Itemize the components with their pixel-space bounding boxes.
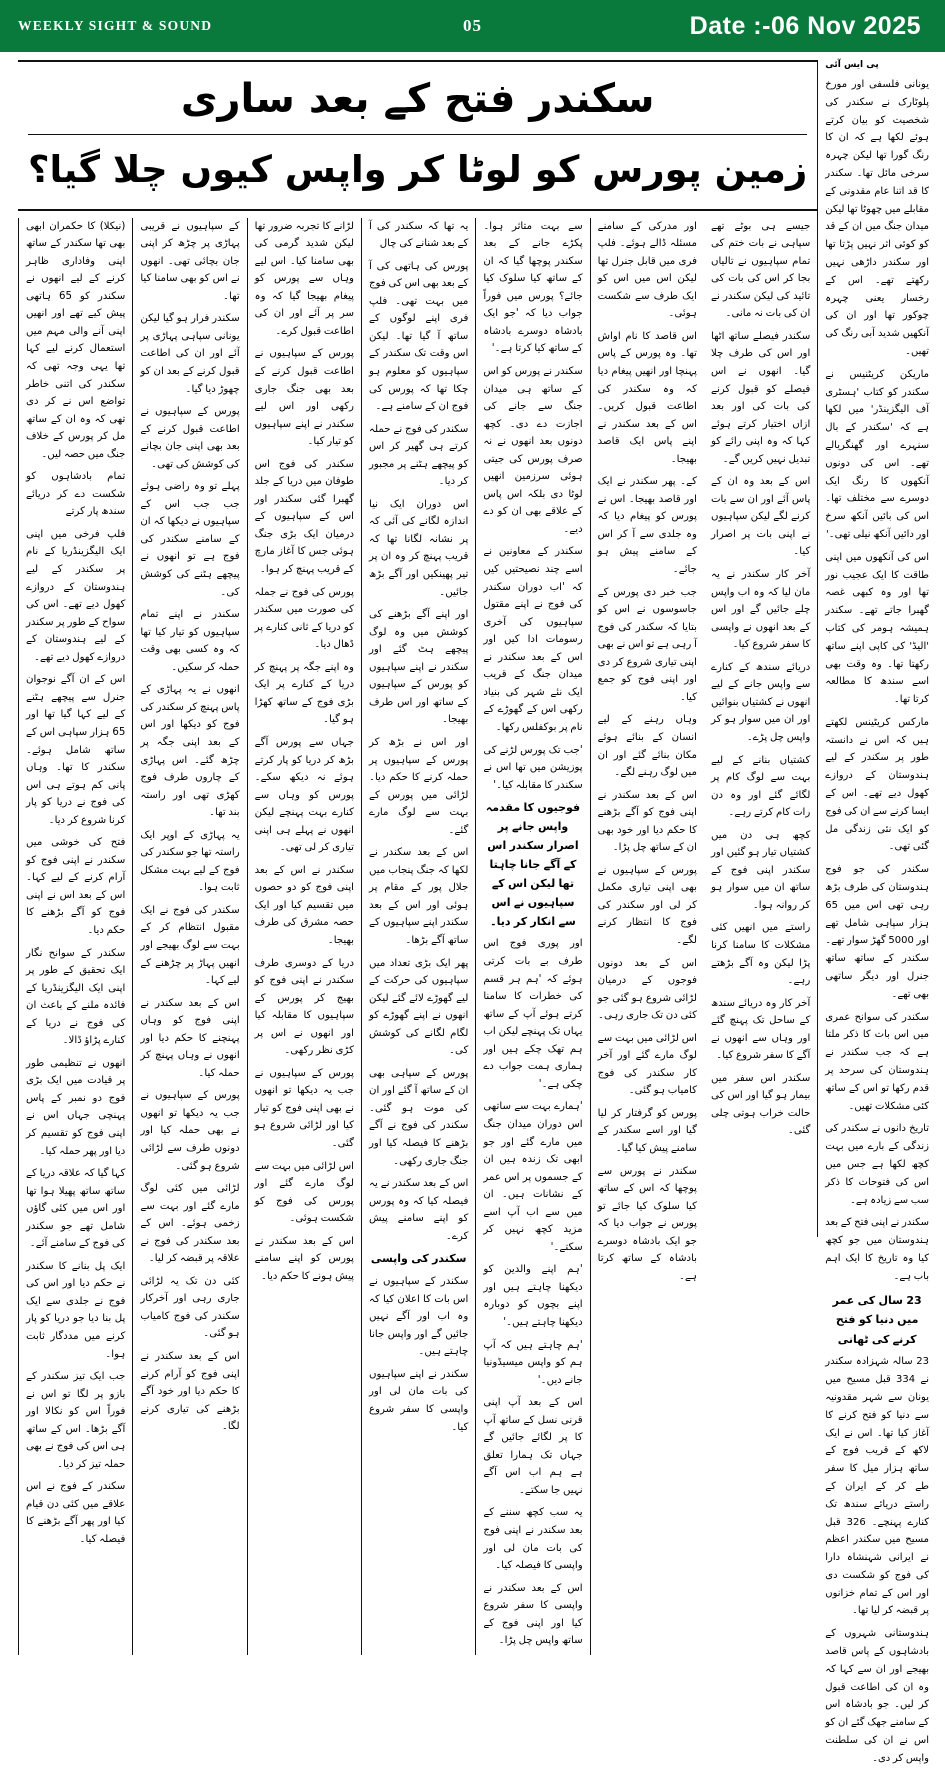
paragraph: یہ تھا کہ سکندر کی آ کے بعد شنانے کی چال: [368, 220, 469, 250]
paragraph: 'ہم اپنے والدین کو دیکھنا چاہتے ہیں اور اپنے بچوں کو دوبارہ دیکھنا چاہتے ہیں۔': [483, 1264, 583, 1328]
paragraph: اس کے بعد سکندر نے اپنی فوج کو آگے بڑھنے کا حکم دیا اور خود بھی ان کے ساتھ چل پڑا۔: [597, 789, 697, 854]
paragraph: پورس کی ہاتھی کی آ کے بعد بھی اس کی فوج میں بہت تھی۔ فلپ فری اپنے لوگوں کے ساتھ آ گیا تھا۔ لیکن اس وقت تک سکندر کے سپاہیوں کو معلوم ہو چکا تھا کہ پورس کی فوج ان کے سامنے ہے۔: [368, 260, 469, 413]
paragraph: سکندر نے اپنے تمام سپاہیوں کو تیار کیا تھا کہ وہ کسی بھی وقت حملہ کر سکیں۔: [140, 609, 240, 673]
paragraph: انھوں نے یہ پہاڑی کے پاس پہنچ کر سکندر کی فوج کو دیکھا اور اس کے بعد اپنی جگہ پر چڑھ گئے۔ اس پہاڑی کے چاروں طرف فوج کھڑی تھی اور راستہ بند تھا۔: [140, 684, 240, 819]
paragraph: پورس کے سپاہیوں نے اطاعت قبول کرنے کے بعد بھی اپنی جان بچانے کی کوشش کی تھی۔: [140, 406, 240, 470]
paragraph: راستے میں انھیں کئی مشکلات کا سامنا کرنا پڑا لیکن وہ آگے بڑھتے رہے۔: [710, 922, 811, 987]
article-column-1: [18, 218, 132, 1655]
paragraph: یونانی فلسفی اور مورخ پلوٹارک نے سکندر کی شخصیت کو بیان کرتے ہوئے لکھا ہے کہ ان کا رنگ گورا تھا لیکن چہرہ سرخی مائل تھا۔ سکندر کا قد اتنا عام مقدونی کے مقابلے میں چھوٹا تھا لیکن میدان جنگ میں ان کے قد کو کوئی اثر نہیں پڑتا تھا اور سکندر داڑھی نہیں رکھتے تھے۔ اس کے رخسار یعنی چہرہ چوکور تھا اور ان کی آنکھیں شدید آبی رنگ کی تھیں۔: [825, 79, 929, 357]
paragraph: سکندر نے اپنے سپاہیوں کی بات مان لی اور واپسی کا سفر شروع کیا۔: [368, 1368, 469, 1433]
headline-line-1: سکندر فتح کے بعد ساری: [180, 76, 655, 122]
article-column-6: [590, 218, 704, 1655]
paragraph: تمام بادشاہوں کو شکست دے کر دریائے سندھ پار کرتے: [26, 471, 126, 518]
paragraph: (نیکلا) کا حکمران ابھی بھی تھا سکندر کے ساتھ اپنی وفاداری ظاہر کرنے کے لیے انھوں نے سکندر کو 65 ہاتھی پیش کیے تھے اور انھیں اپنی آنے والی مہم میں استعمال کرنے لیے کہا تھا یہی وجہ تھی کہ سکندر کی اتنی خاطر تواضع اس نے کر دی تھی کہ وہ ان کے ساتھ مل کر پورس کے خلاف جنگ میں حصہ لیں۔: [26, 220, 126, 460]
paragraph: یہ سب کچھ سننے کے بعد سکندر نے اپنی فوج کی بات مان لی اور واپسی کا فیصلہ کیا۔: [483, 1507, 583, 1572]
paragraph: فتح کی خوشی میں سکندر نے اپنی فوج کو آرام کرنے کے لیے کہا۔ اس کے بعد اس نے اپنی فوج کو آگے بڑھنے کا حکم دیا۔: [26, 837, 126, 936]
issue-date: Date :-06 Nov 2025: [689, 11, 921, 40]
paragraph: 'ہم چاہتے ہیں کہ آپ ہم کو واپس میسیڈونیا جانے دیں۔': [483, 1339, 583, 1386]
paragraph: اس کے بعد سکندر نے پورس کو اپنے سامنے پیش ہونے کا حکم دیا۔: [254, 1235, 354, 1282]
headline-divider: [28, 134, 807, 135]
paragraph: سکندر نے اپنی فتح کے بعد ہندوستان میں جو کچھ کیا وہ تاریخ کا ایک اہم باب ہے۔: [825, 1217, 929, 1282]
article-columns: [18, 218, 817, 1655]
paragraph: کچھ ہی دن میں کشتیاں تیار ہو گئیں اور سکندر اپنی فوج کے ساتھ ان میں سوار ہو کر روانہ ہوا۔: [710, 829, 811, 911]
main-article-area: [14, 60, 817, 1647]
paragraph: اور اپنے آگے بڑھنے کی کوشش میں وہ لوگ پیچھے ہٹ گئے اور سکندر نے اپنے سپاہیوں کو پورس کے سپاہیوں کے ساتھ اور اس طرف بھیجا۔: [368, 609, 469, 726]
paragraph: کہا گیا کہ علاقہ دریا کے ساتھ ساتھ پھیلا ہوا تھا اور اس میں کئی گاؤں شامل تھے جو سکندر کی فوج کے سامنے آئے۔: [26, 1168, 126, 1250]
paragraph: سکندر اس سفر میں بیمار ہو گیا اور اس کی حالت خراب ہوتی چلی گئی۔: [710, 1072, 811, 1137]
paragraph: پورس کے سپاہیوں نے جب یہ دیکھا تو انھوں نے بھی حملہ کیا اور دونوں طرف سے لڑائی شروع ہو گئی۔: [140, 1090, 240, 1172]
paragraph: کے سپاہیوں نے قریبی پہاڑی پر چڑھ کر اپنی جان بچائی تھی۔ انھوں نے اس کو بھی سامنا کیا تھا۔: [140, 220, 240, 302]
article-column-4: [361, 218, 475, 1655]
newspaper-page: [0, 52, 945, 1764]
paragraph: اس لڑائی میں بہت سے لوگ مارے گئے اور آخر کار سکندر کی فوج کامیاب ہو گئی۔: [597, 1032, 697, 1097]
headline-block: [18, 60, 817, 211]
paragraph: اس کے بعد سکندر نے اپنی فوج کو آرام کرنے کا حکم دیا اور خود آگے بڑھنے کی تیاری کرنے لگا۔: [140, 1351, 240, 1433]
paragraph: 'جب تک پورس لڑنے کی پوزیشن میں تھا اس نے سکندر کا مقابلہ کیا۔': [483, 744, 583, 791]
paragraph: پورس کے سپاہیوں نے اطاعت قبول کرنے کے بعد بھی جنگ جاری رکھی اور اس لیے سکندر نے اپنے سپاہیوں کو تیار کیا۔: [254, 348, 354, 448]
paragraph: سکندر کی فوج نے ایک مقبول انتظام کر کے بہت سے لوگ بھیجے اور انھیں پہاڑ پر چڑھنے کے لیے کہا۔: [140, 904, 240, 987]
paragraph: انھوں نے تنظیمی طور پر قیادت میں ایک بڑی فوج دو نمبر کے پاس پہنچی جہاں اس نے اپنی فوج کو تقسیم کر دیا اور پھر حملہ کیا۔: [26, 1057, 126, 1157]
paragraph: وہ اپنے جگہ پر پہنچ کر دریا کے کنارے پر ایک بڑی فوج کے ساتھ کھڑا ہو گیا۔: [254, 661, 354, 726]
paragraph: پورس کو گرفتار کر لیا گیا اور اسے سکندر کے سامنے پیش کیا گیا۔: [597, 1107, 697, 1154]
sidebar-column: [817, 60, 931, 1764]
paragraph: وہاں رہنے کے لیے انسان کے بنائے ہوئے مکان بنائے گئے اور ان میں لوگ رہنے لگے۔: [597, 714, 697, 779]
paragraph: 23 سالہ شہزادہ سکندر نے 334 قبل مسیح میں یونان سے شہر مقدونیہ سے دنیا کو فتح کرنے کا آغاز کیا تھا۔ اس نے ایک لاکھ کے قریب فوج کے ساتھ ہزار میل کا سفر طے کر کے ایران کے راستے دریائے سندھ تک کنارے پہنچے۔ 326 قبل مسیح میں سکندر اعظم نے ایرانی شہنشاہ دارا کی فوج کو شکست دی اور اس کے تمام خزانوں پر قبضہ کر لیا تھا۔: [825, 1356, 929, 1617]
subheading: فوجیوں کا مقدمہ واپس جانے پر اصرار سکندر اس کے آگے جانا چاہتا تھا لیکن اس کے سپاہیوں نے اس سے انکار کر دیا۔: [485, 801, 581, 928]
paragraph: سکندر نے اس کے بعد اپنی فوج کو دو حصوں میں تقسیم کیا اور ایک حصہ مشرق کی طرف بھیجا۔: [254, 864, 354, 946]
paragraph: اور پوری فوج اس طرف بے بات کرتی ہوئے کہ 'ہم ہر قسم کی خطرات کا سامنا کرتے ہوئے آپ کے ساتھ یہاں تک پہنچے لیکن اب ہم تھک چکے ہیں اور ہماری ہمت جواب دے چکی ہے۔': [483, 938, 583, 1090]
article-column-7: [704, 218, 817, 1655]
paragraph: سکندر کی فوج اس طوفان میں دریا کے جلد گھبرا گئی سکندر اور اس کے سپاہیوں کے درمیان ایک بڑی جنگ ہوئی جس کا آغاز مارچ کے قریب پہنچ کر ہوا۔: [254, 458, 354, 576]
paragraph: اس لڑائی میں بہت سے لوگ مارے گئے اور پورس کی فوج کو شکست ہوئی۔: [254, 1160, 354, 1225]
paragraph: آخر کار وہ دریائے سندھ کے ساحل تک پہنچ گئے اور وہاں سے انھوں نے آگے کا سفر شروع کیا۔: [710, 997, 811, 1062]
paragraph: سکندر کے سپاہیوں نے اس بات کا اعلان کیا کہ وہ اب اور آگے نہیں جائیں گے اور واپس جانا چاہتے ہیں۔: [368, 1276, 469, 1358]
paragraph: اس دوران ایک نیا اندازہ لگانے کی آئی کہ پر نشانہ لگانا تھا کہ قریب پہنچ کر وہ ان پر تیر پھینکیں اور آگے بڑھ جائیں۔: [368, 498, 469, 598]
paragraph: مارکس کریٹینس لکھتے ہیں کہ اس نے دانستہ طور پر سکندر کے لیے ہندوستان کے دروازے کھول دیے تھے۔ اس کے ایسا کرنے سے ان کی فوج کو ایک نئی زندگی مل گئی تھی۔: [825, 716, 929, 853]
paragraph: اس کی آنکھوں میں اپنی طاقت کا ایک عجیب نور تھا اور وہ کبھی غصہ گھبرا جاتے تھے۔ سکندر ہمیشہ ہومر کی کتاب 'الیڈ' کی کاپی اپنے ساتھ رکھتا تھا۔ وہ وقت بھی اسے سندھ کا مطالعہ کرتا تھا۔: [825, 551, 929, 706]
paragraph: سکندر کی جو فوج ہندوستان کی طرف بڑھ رہی تھی اس میں 65 ہزار سپاہی شامل تھے اور 5000 گھڑ سوار تھے۔ سکندر کے ساتھ ساتھ جنرل اور دیگر ساتھی بھی تھے۔: [825, 864, 929, 1000]
paragraph: اور مدرکی کے سامنے مسئلہ ڈالے ہوئے۔ فلپ فری میں قابل جنرل تھا لیکن اس میں اس کو ایک طرف سے شکست ہوئی۔: [597, 220, 697, 320]
paragraph: اس کے بعد سکندر نے اپنی فوج کو وہاں پہنچنے کا حکم دیا اور انھوں نے وہاں پہنچ کر حملہ کیا۔: [140, 997, 240, 1079]
paragraph: سکندر کی فوج نے حملہ کرتے ہی گھیر کر اس کو پیچھے ہٹنے پر مجبور کر دیا۔: [368, 423, 469, 488]
paragraph: ماریکن کریٹنیس نے سکندر کو کتاب 'ہسٹری آف الیگزینڈر' میں لکھا ہے کہ 'سکندر کے بال سنہرے اور گھنگریالے تھے۔ اس کی دونوں آنکھوں کا رنگ ایک دوسرے سے مختلف تھا۔ اس کی بائیں آنکھ سرخ اور دائیں آنکھ نیلی تھی۔': [825, 368, 929, 540]
paragraph: اس کے ان آگے نوجوان جنرل سے پیچھے ہٹنے کے لیے کہا گیا تھا اور 65 ہزار سپاہی اس کے ساتھ شامل ہوئے۔ سکندر کا تھا۔ وہاں پانی کم ہوتے ہی اس کی فوج نے دریا کو پار کرنا شروع کر دیا۔: [26, 674, 126, 826]
paragraph: آخر کار سکندر نے یہ مان لیا کہ وہ اب واپس چلے جائیں گے اور اس کے بعد انھوں نے واپسی کا سفر شروع کیا۔: [710, 569, 811, 651]
paragraph: فلپ فرخی میں اپنی ایک الیگزینڈریا کے نام پر سکندر کے لیے ہندوستان کے دروازے کھول دیے تھے۔ اس کی سواح کے طور پر سکندر کے لیے ہندوستان کے دروازے کھول دیے تھے۔: [26, 528, 126, 663]
paragraph: سکندر فرار ہو گیا لیکن یونانی سپاہی پہاڑی پر آئے اور ان کی اطاعت قبول کرنے کے بعد ان کو چھوڑ دیا گیا۔: [140, 313, 240, 395]
paragraph: دریا کے دوسری طرف سکندر نے اپنی فوج کو بھیج کر پورس کے سپاہیوں کا مقابلہ کیا اور انھوں نے اس پر کڑی نظر رکھی۔: [254, 957, 354, 1057]
byline-kicker: پی ایس آئی: [825, 60, 879, 70]
masthead: [0, 0, 945, 52]
paragraph: ہندوستانی شہروں کے بادشاہوں کے پاس قاصد بھیجے اور ان سے کہا کہ وہ ان کی اطاعت قبول کر لیں۔ جو بادشاہ اس کے سامنے جھک گئے ان کو اس نے ان کی سلطنت واپس کر دی۔: [825, 1628, 929, 1764]
paragraph: اس قاصد کا نام اواش تھا۔ وہ پورس کے پاس پہنچا اور انھیں پیغام دیا کہ وہ سکندر کی اطاعت قبول کریں۔ اس کے بعد سکندر نے اپنے پاس ایک قاصد بھیجا۔: [597, 330, 697, 465]
paragraph: جہاں سے پورس آگے بڑھ کر دریا کو پار کرتے ہوئے نہ دیکھ سکے۔ پورس کو وہاں سے کنارے بہت پہنچے لیکن انھوں نے پہلے ہی اپنی تیاری کر لی تھی۔: [254, 736, 354, 854]
paragraph: اس کے بعد سکندر نے یہ فیصلہ کیا کہ وہ پورس کو اپنے سامنے پیش کرے۔: [368, 1178, 469, 1242]
paragraph: کے۔ پھر سکندر نے ایک اور قاصد بھیجا۔ اس نے پورس کو پیغام دیا کہ وہ جلدی سے آ کر اس کے سامنے پیش ہو جائے۔: [597, 476, 697, 576]
paragraph: اس کے بعد سکندر نے واپسی کا سفر شروع کیا اور اپنی فوج کے ساتھ واپس چل پڑا۔: [483, 1582, 583, 1647]
subheading: 23 سال کی عمر میں دنیا کو فتح کرنے کی ٹھانی: [832, 1293, 922, 1346]
paragraph: پورس کے سپاہیوں نے بھی اپنی تیاری مکمل کر لی اور سکندر کی فوج کا انتظار کرنے لگے۔: [597, 864, 697, 946]
paragraph: سکندر کے فوج نے اس علاقے میں کئی دن قیام کیا اور پھر آگے بڑھنے کا فیصلہ کیا۔: [26, 1481, 126, 1546]
headline-line-2: زمین پورس کو لوٹا کر واپس کیوں چلا گیا؟: [28, 148, 808, 191]
article-column-3: [247, 218, 361, 1655]
paragraph: سکندر نے پورس سے پوچھا کہ اس کے ساتھ کیا سلوک کیا جائے تو پورس نے جواب دیا کہ جو ایک بادشاہ دوسرے بادشاہ کے ساتھ کرتا ہے۔: [597, 1165, 697, 1282]
paragraph: جب خبر دی پورس کے جاسوسوں نے اس کو بتایا کہ سکندر کی فوج آ رہی ہے تو اس نے بھی اپنی تیاری شروع کر دی اور اپنی فوج کو جمع کیا۔: [597, 586, 697, 703]
paragraph: سکندر نے پورس کو اس کے ساتھ ہی میدان جنگ سے جانے کی اجازت دے دی۔ کچھ دونوں بعد انھوں نے نہ صرف پورس کی جیتی ہوئی سرزمین انھیں لوٹا دی بلکہ اس پاس کے علاقے بھی ان کو دے دیے۔: [483, 366, 583, 535]
paragraph: اس کے بعد سکندر نے لکھا کہ جنگ پنجاب میں جلال پور کے مقام پر ہوئی اور اس کے بعد سکندر اپنے سپاہیوں کے ساتھ آگے بڑھا۔: [368, 847, 469, 946]
subheading: سکندر کی واپسی: [370, 1252, 467, 1266]
paragraph: 'ہمارے بہت سے ساتھی اس دوران میدان جنگ میں مارے گئے اور جو ابھی تک زندہ ہیں ان کے جسموں پر اس عمر کے نشانات ہیں۔ ان میں سے اب آپ اسے مزید کچھ نہیں کر سکتے۔': [483, 1101, 583, 1253]
paragraph: پورس کی فوج نے جملہ کی صورت میں سکندر کو دریا کے ثانی کنارے پر ڈھال دیا۔: [254, 586, 354, 651]
paragraph: کئی دن تک یہ لڑائی جاری رہی اور آخرکار سکندر کی فوج کامیاب ہو گئی۔: [140, 1275, 240, 1340]
paragraph: جب ایک تیز سکندر کے بازو پر لگا تو اس نے فوراً اس کو نکالا اور آگے بڑھا۔ اس کے ساتھ ہی اس کی فوج نے بھی حملہ تیز کر دیا۔: [26, 1371, 126, 1470]
paragraph: سے بہت متاثر ہوا۔ پکڑے جانے کے بعد سکندر پوچھا گیا کہ ان کے ساتھ کیا سلوک کیا جائے؟ پورس میں فوراً جواب دیا کہ 'جو ایک بادشاہ دوسرے بادشاہ کے ساتھ کیا کرتا ہے۔': [483, 220, 583, 355]
article-column-2: [132, 218, 246, 1655]
paragraph: پہلے تو وہ راضی ہوئے جب جب اس کے سپاہیوں نے دیکھا کہ ان کے سامنے سکندر کی فوج ہے تو انھوں نے پیچھے ہٹنے کی کوشش کی۔: [140, 481, 240, 598]
paragraph: پھر ایک بڑی تعداد میں سپاہیوں کی حرکت کے لیے گھوڑے لائے گئے لیکن انھوں نے اپنے گھوڑے کو لگام لگانے کی کوشش کی۔: [368, 957, 469, 1057]
paragraph: سکندر کی سوانح عمری میں اس بات کا ذکر ملتا ہے کہ جب سکندر نے ہندوستان کی سرحد پر قدم رکھا تو اس کے ساتھ کئی مشکلات تھیں۔: [825, 1011, 929, 1112]
paragraph: پورس کے سپاہیوں نے جب یہ دیکھا تو انھوں نے بھی اپنی فوج کو تیار کیا اور لڑائی شروع ہو گئی۔: [254, 1067, 354, 1149]
paragraph: جیسے ہی بوٹے تھے سپاہی نے بات ختم کی تمام سپاہیوں نے تالیاں بجا کر اس کی بات کی تائید کی لیکن سکندر نے ان کی بات نہ مانی۔: [710, 220, 811, 320]
paragraph: اس کے بعد دونوں فوجوں کے درمیان لڑائی شروع ہو گئی جو کئی دن تک جاری رہی۔: [597, 957, 697, 1022]
paragraph: کشتیاں بنانے کے لیے بہت سے لوگ کام پر لگائے گئے اور وہ دن رات کام کرتے رہے۔: [710, 754, 811, 819]
paragraph: اس کے بعد وہ ان کے پاس آئے اور ان سے بات کرنے لگے لیکن سپاہیوں نے اپنی بات پر اصرار کیا۔: [710, 476, 811, 558]
paragraph: اور اس نے بڑھ کر پورس کے سپاہیوں پر حملہ کرنے کا حکم دیا۔ لڑائی میں پورس کے بہت سے لوگ مارے گئے۔: [368, 736, 469, 836]
paragraph: تاریخ دانوں نے سکندر کی زندگی کے بارے میں بہت کچھ لکھا ہے جس میں اس کی فتوحات کا ذکر سب سے زیادہ ہے۔: [825, 1123, 929, 1206]
article-column-5: [475, 218, 589, 1655]
paragraph: لڑائی میں کئی لوگ مارے گئے اور بہت سے زخمی ہوئے۔ اس کے بعد سکندر کی فوج نے علاقہ پر قبضہ کر لیا۔: [140, 1183, 240, 1265]
paragraph: سکندر فیصلے ساتھ اٹھا اور اس کی طرف چلا گیا۔ انھوں نے اس فیصلے کو قبول کرنے کی بات کی اور بعد ازاں اختیار کرتے ہوئے کہا کہ وہ اپنی رائے کو تبدیل نہیں کریں گے۔: [710, 330, 811, 465]
paragraph: لڑانے کا تجربہ ضرور تھا لیکن شدید گرمی کی بھی سامنا کیا۔ اس لیے وہاں سے پورس کو پیغام بھیجا گیا کہ وہ سر پر آئے اور ان کی اطاعت قبول کرے۔: [254, 220, 354, 337]
paragraph: ایک پل بنانے کا سکندر نے حکم دیا اور اس کی فوج نے جلدی سے ایک پل بنا دیا جو دریا کو پار کرنے میں مددگار ثابت ہوا۔: [26, 1260, 126, 1360]
paragraph: سکندر کے سوانح نگار ایک تحقیق کے طور پر اپنی ایک الیگزینڈریا کے فائدہ ملنے کے باعث ان کی فوج نے دریا کے کنارے پڑاؤ ڈالا۔: [26, 947, 126, 1047]
publication-title: WEEKLY SIGHT & SOUND: [18, 18, 213, 33]
paragraph: سکندر کے معاونین نے اسے چند نصیحتیں کیں کہ 'اب دوران سکندر کی فوج نے اپنے مقتول سپاہیوں کی آخری رسومات ادا کیں اور اس کے بعد سکندر نے میدان جنگ کے قریب ایک نئے شہر کی بنیاد رکھی اس کے گھوڑے کے نام پر بوکفلس رکھا۔: [483, 546, 583, 733]
paragraph: دریائے سندھ کے کنارے سے واپس جانے کے لیے انھوں نے کشتیاں بنوائیں اور ان میں سوار ہو کر واپس چل پڑے۔: [710, 661, 811, 743]
paragraph: یہ پہاڑی کے اوپر ایک راستہ تھا جو سکندر کی فوج کے لیے بہت مشکل ثابت ہوا۔: [140, 829, 240, 894]
paragraph: اس کے بعد آپ اپنی قرنی نسل کے ساتھ آپ کا پر لگائے جائیں گے جہاں تک ہمارا تعلق ہے ہم اب اس آگے نہیں جا سکتے۔: [483, 1397, 583, 1496]
paragraph: پورس کے سپاہی بھی ان کے ساتھ آ گئے اور ان کی موت ہو گئی۔ سکندر کی فوج نے آگے بڑھنے کا فیصلہ کیا اور جنگ جاری رکھی۔: [368, 1067, 469, 1167]
page-number: 05: [463, 16, 482, 35]
